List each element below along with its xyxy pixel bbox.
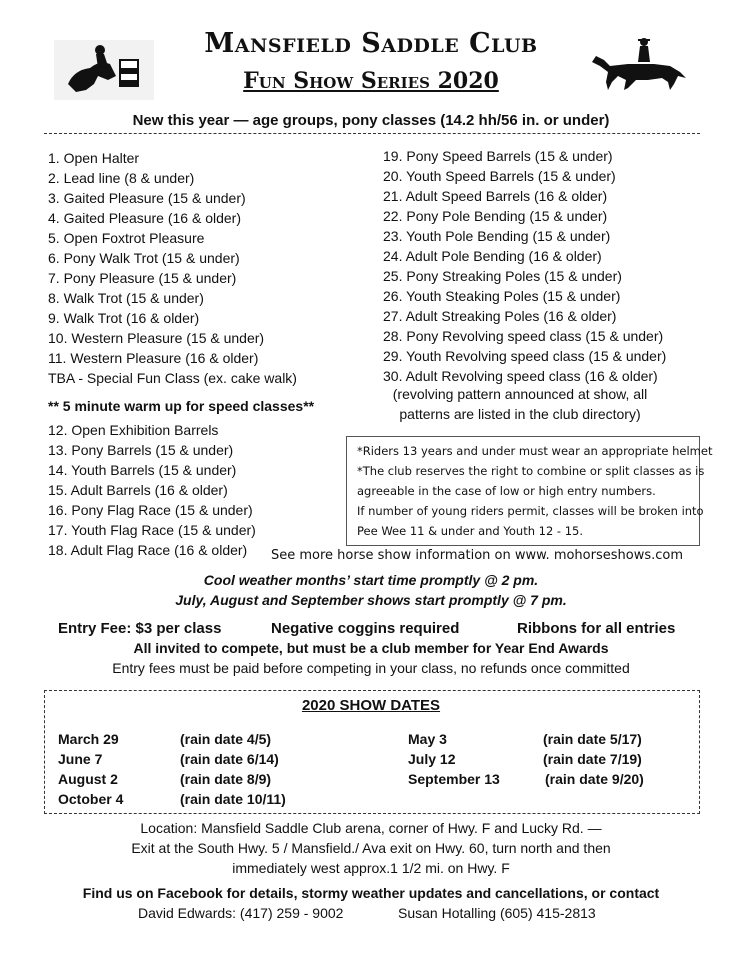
- show-date: September 13: [408, 771, 500, 787]
- class-item: TBA - Special Fun Class (ex. cake walk): [48, 370, 297, 386]
- class-item: 25. Pony Streaking Poles (15 & under): [383, 268, 622, 284]
- rule-note: Pee Wee 11 & under and Youth 12 - 15.: [357, 524, 584, 538]
- class-item: 27. Adult Streaking Poles (16 & older): [383, 308, 617, 324]
- entry-fee: Entry Fee: $3 per class: [58, 620, 222, 637]
- class-item: 30. Adult Revolving speed class (16 & older): [383, 368, 658, 384]
- rain-date: (rain date 5/17): [543, 731, 642, 747]
- show-dates-title: 2020 SHOW DATES: [301, 697, 441, 714]
- class-item: 16. Pony Flag Race (15 & under): [48, 502, 253, 518]
- revolving-note-line: patterns are listed in the club directory): [399, 406, 641, 422]
- location-line: Location: Mansfield Saddle Club arena, corner of Hwy. F and Lucky Rd. —: [140, 820, 602, 836]
- rule-note: *The club reserves the right to combine or split classes as is: [357, 464, 705, 478]
- class-item: 28. Pony Revolving speed class (15 & under): [383, 328, 664, 344]
- show-date: October 4: [58, 791, 124, 807]
- location-line: immediately west approx.1 1/2 mi. on Hwy. F: [232, 860, 510, 876]
- class-item: 5. Open Foxtrot Pleasure: [48, 230, 205, 246]
- class-item: 23. Youth Pole Bending (15 & under): [383, 228, 611, 244]
- class-item: 7. Pony Pleasure (15 & under): [48, 270, 237, 286]
- rule-note: *Riders 13 years and under must wear an appropriate helmet: [357, 444, 713, 458]
- location-line: Exit at the South Hwy. 5 / Mansfield./ Ava exit on Hwy. 60, turn north and then: [131, 840, 611, 856]
- show-date: March 29: [58, 731, 119, 747]
- class-item: 9. Walk Trot (16 & older): [48, 310, 200, 326]
- class-item: 13. Pony Barrels (15 & under): [48, 442, 234, 458]
- show-date: August 2: [58, 771, 118, 787]
- class-item: 21. Adult Speed Barrels (16 & older): [383, 188, 608, 204]
- rain-date: (rain date 4/5): [180, 731, 272, 747]
- class-item: 24. Adult Pole Bending (16 & older): [383, 248, 602, 264]
- invite-note: All invited to compete, but must be a club member for Year End Awards: [133, 640, 609, 656]
- ribbons-note: Ribbons for all entries: [517, 620, 676, 637]
- class-item: 19. Pony Speed Barrels (15 & under): [383, 148, 613, 164]
- rules-notes-box: [346, 436, 713, 546]
- see-more-link[interactable]: See more horse show information on www. mohorseshows.com: [271, 548, 684, 563]
- class-item: 4. Gaited Pleasure (16 & older): [48, 210, 241, 226]
- contact-susan: Susan Hotalling (605) 415-2813: [398, 905, 596, 921]
- class-item: 18. Adult Flag Race (16 & older): [48, 542, 248, 558]
- class-item: 11. Western Pleasure (16 & older): [48, 350, 259, 366]
- dashed-divider: [44, 133, 700, 134]
- rain-date: (rain date 7/19): [543, 751, 642, 767]
- club-title: Mansfield Saddle Club: [204, 28, 538, 59]
- class-item: 17. Youth Flag Race (15 & under): [48, 522, 256, 538]
- class-item: 8. Walk Trot (15 & under): [48, 290, 204, 306]
- rule-note: agreeable in the case of low or high entry numbers.: [357, 484, 656, 498]
- class-item: 1. Open Halter: [48, 150, 140, 166]
- show-date: June 7: [58, 751, 103, 767]
- class-item: 3. Gaited Pleasure (15 & under): [48, 190, 246, 206]
- rain-date: (rain date 6/14): [180, 751, 279, 767]
- cool-weather-time: Cool weather months’ start time promptly @ 2 pm.: [203, 572, 539, 588]
- series-subtitle: Fun Show Series 2020: [243, 68, 499, 94]
- revolving-note-line: (revolving pattern announced at show, all: [392, 386, 648, 402]
- show-date: July 12: [408, 751, 456, 767]
- class-item: 14. Youth Barrels (15 & under): [48, 462, 237, 478]
- rain-date: (rain date 10/11): [180, 791, 286, 807]
- class-item: 20. Youth Speed Barrels (15 & under): [383, 168, 616, 184]
- class-item: 2. Lead line (8 & under): [48, 170, 195, 186]
- rain-date: (rain date 9/20): [545, 771, 644, 787]
- new-this-year-headline: New this year — age groups, pony classes (14.2 hh/56 in. or under): [132, 112, 610, 129]
- coggins-note: Negative coggins required: [271, 620, 460, 637]
- class-item: 22. Pony Pole Bending (15 & under): [383, 208, 608, 224]
- class-item: 29. Youth Revolving speed class (15 & under): [383, 348, 667, 364]
- class-item: 6. Pony Walk Trot (15 & under): [48, 250, 240, 266]
- class-item: 26. Youth Steaking Poles (15 & under): [383, 288, 621, 304]
- class-item: 12. Open Exhibition Barrels: [48, 422, 219, 438]
- facebook-note: Find us on Facebook for details, stormy weather updates and cancellations, or contact: [82, 885, 660, 901]
- class-item: 10. Western Pleasure (15 & under): [48, 330, 265, 346]
- entry-rule: Entry fees must be paid before competing in your class, no refunds once committed: [112, 660, 630, 676]
- rule-note: If number of young riders permit, classes will be broken into: [357, 504, 704, 518]
- rain-date: (rain date 8/9): [180, 771, 272, 787]
- show-date: May 3: [408, 731, 447, 747]
- contact-david: David Edwards: (417) 259 - 9002: [138, 905, 344, 921]
- summer-time: July, August and September shows start promptly @ 7 pm.: [175, 592, 567, 608]
- warmup-note: ** 5 minute warm up for speed classes**: [48, 398, 315, 414]
- class-item: 15. Adult Barrels (16 & older): [48, 482, 228, 498]
